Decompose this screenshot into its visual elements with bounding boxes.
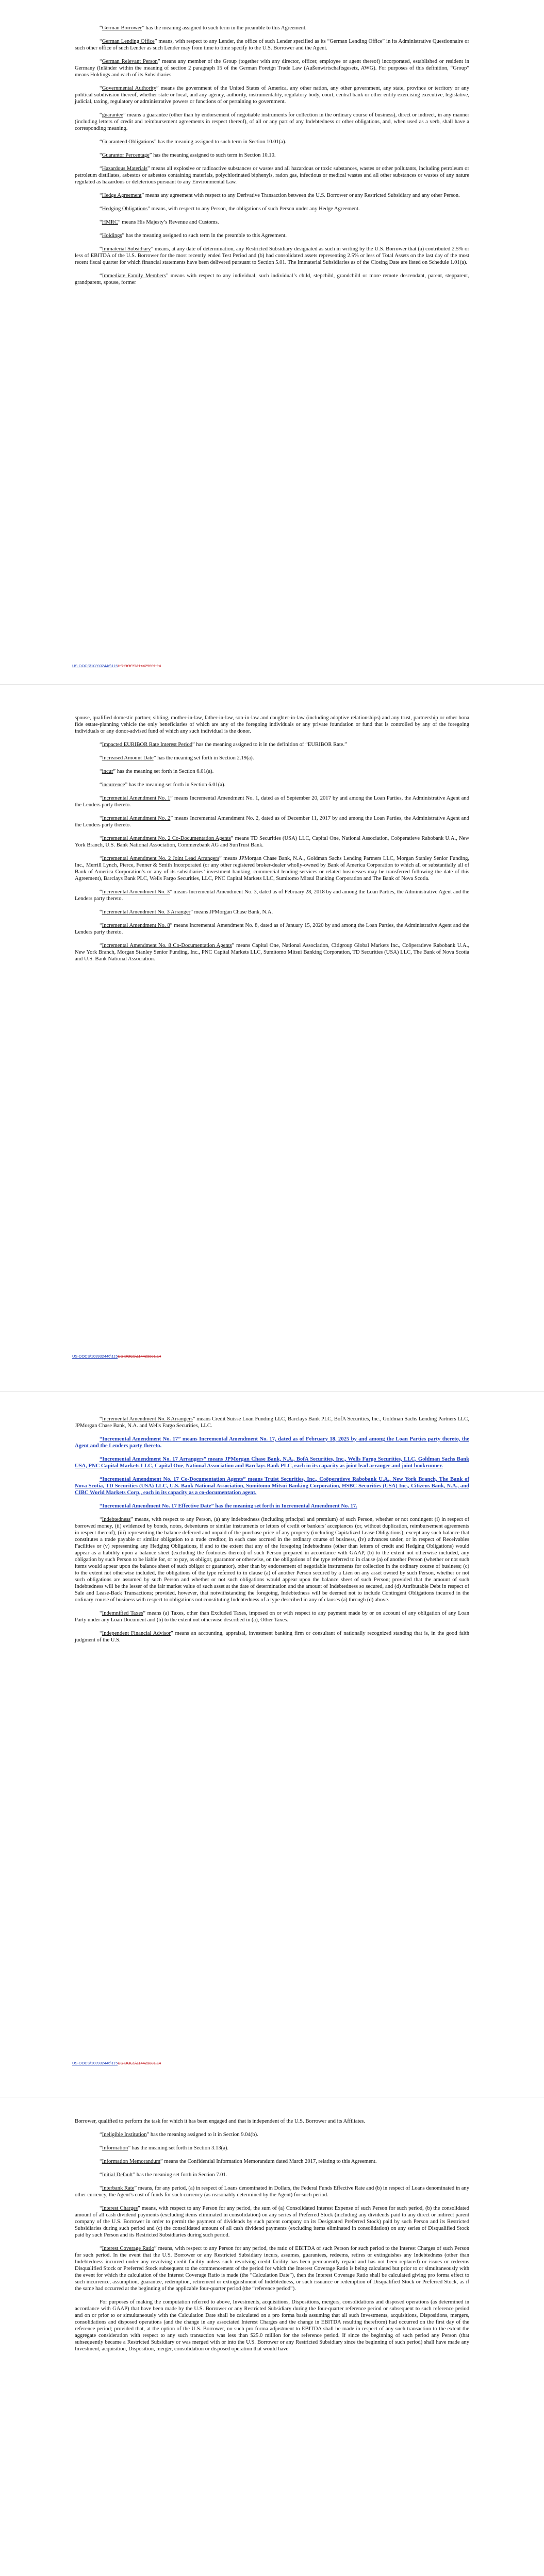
definition-paragraph: “Interest Charges” means, with respect to any Person for any period, the sum of (a) Consolidated Interest Expense of such Person for such period, (b) the consolidated amount of all cash dividend payments (excluding items eliminated in consolidation) on any series of Preferred Stock (including any dividends paid to any direct or indirect parent company of the U.S. Borrower in order to permit the payment of dividends by such parent company on its Designated Preferred Stock) paid by such Person and its Restricted Subsidiaries during such period and (c) the consolidated amount of all cash dividend payments (excluding items eliminated in consolidation) on any series of Disqualified Stock paid by such Person and its Restricted Subsidiaries during such period. <box>75 2206 470 2238</box>
definition-paragraph: “Information” has the meaning set forth in Section 3.13(a). <box>100 2145 229 2151</box>
page-footer-3 <box>72 2061 161 2065</box>
definition-paragraph: “Incremental Amendment No. 2 Joint Lead Arrangers” means JPMorgan Chase Bank, N.A., Goldman Sachs Lending Partners LLC, Morgan Stanley Senior Funding, Inc., Merrill Lynch, Pierce, Fenner & Smith Incorporated (or any other registered broker-dealer wholly-owned by Bank of America Corporation to which all or substantially all of Bank of America Corporation’s or any of its subsidiaries’ investment banking, commercial lending services or related businesses may be transferred following the date of this Agreement), Barclays Bank PLC, Wells Fargo Securities, LLC, PNC Capital Markets LLC, Sumitomo Mitsui Banking Corporation and The Bank of Nova Scotia. <box>75 856 470 882</box>
defined-term: Hazardous Materials <box>102 166 147 172</box>
definition-text: means, with respect to any Person for any period, the sum of (a) Consolidated Interest Expense of such Person for such period, (b) the consolidated amount of all cash dividend payments (excluding items eliminated in consolidation) on any series of Preferred Stock (including any dividends paid to any direct or indirect parent company of the U.S. Borrower in order to permit the payment of dividends by such parent company on its Designated Preferred Stock) paid by such Person and its Restricted Subsidiaries during such period and (c) the consolidated amount of all cash dividend payments (excluding items eliminated in consolidation) on any series of Disqualified Stock paid by such Person and its Restricted Subsidiaries during such period. <box>75 2206 470 2238</box>
definition-paragraph: “HMRC” means His Majesty’s Revenue and Customs. <box>100 219 219 225</box>
definition-text: means JPMorgan Chase Bank, N.A. <box>192 909 273 915</box>
definition-paragraph: “Incremental Amendment No. 2 Co-Documentation Agents” means TD Securities (USA) LLC, Capital One, National Association, Coöperatieve Rabobank U.A., New York Branch, U.S. Bank National Association, Commerzbank AG and SunTrust Bank. <box>75 836 469 848</box>
definition-paragraph: “Incremental Amendment No. 17” means Incremental Amendment No. 17, dated as of February 18, 2025 by and among the Loan Parties party thereto, the Agent and the Lenders party thereto. <box>75 1436 469 1449</box>
defined-term: Increased Amount Date <box>102 755 154 761</box>
definition-paragraph: “German Lending Office” means, with respect to any Lender, the office of such Lender specified as its “German Lending Office” in its Administrative Questionnaire or such other office of such Lender as such Lender may from time to time specify to the U.S. Borrower and the Agent. <box>75 39 469 51</box>
defined-term: Incremental Amendment No. 8 Arrangers <box>102 1416 193 1422</box>
definition-text: For purposes of making the computation referred to above, Investments, acquisitions, Dispositions, mergers, consolidations and disposed operations (as determined in accordance with GAAP) that have been made by the U.S. Borrower or any Restricted Subsidiary during the four-quarter reference period or subsequent to such reference period and on or prior to or simultaneously with the Calculation Date shall be calculated on a pro forma basis assuming that all such Investments, acquisitions, Dispositions, mergers, consolidations and disposed operations (and the change in any associated Interest Charges and the change in EBITDA resulting therefrom) had occurred on the first day of the reference period; provided that, at the option of the U.S. Borrower, no such pro forma adjustment to EBITDA shall be made in respect of any such transaction to the extent the aggregate consideration with respect to any such transaction was less than $25.0 million for the reference period. If since the beginning of such period any Person (that subsequently became a Restricted Subsidiary or was merged with or into the U.S. Borrower or any Restricted Subsidiary since the beginning of such period) shall have made any Investment, acquisition, Disposition, merger, consolidation or disposed operation that would have <box>75 2299 469 2352</box>
definition-text: has the meaning assigned to such term in Section 10.01(a). <box>156 139 287 145</box>
definition-text: means all explosive or radioactive substances or wastes and all hazardous or toxic substances, wastes or other pollutants, including petroleum or petroleum distillates, asbestos or asbestos containing materials, polychlorinated biphenyls, radon gas, infectious or medical wastes and all other substances or wastes of any nature regulated as hazardous or deleterious pursuant to any Environmental Law. <box>75 166 470 185</box>
defined-term: Guarantor Percentage <box>102 152 150 158</box>
definition-paragraph: “Interest Coverage Ratio” means, with respect to any Person for any period, the ratio of EBITDA of such Person for such period to the Interest Charges of such Person for such period. In the event that the U.S. Borrower or any Restricted Subsidiary incurs, assumes, guarantees, redeems, retires or extinguishes any Indebtedness (other than Indebtedness incurred under any revolving credit facility unless such revolving credit facility has been permanently repaid and has not been replaced) or issues or redeems Disqualified Stock or Preferred Stock subsequent to the commencement of the period for which the Interest Coverage Ratio is being calculated but prior to or simultaneously with the event for which the calculation of the Interest Coverage Ratio is made (the “Calculation Date”), then the Interest Coverage Ratio shall be calculated giving pro forma effect to such incurrence, assumption, guarantee, redemption, retirement or extinguishment of Indebtedness, or such issuance or redemption of Disqualified Stock or Preferred Stock, as if the same had occurred at the beginning of the applicable four-quarter period (the “reference period”). <box>75 2246 469 2292</box>
defined-term: Indemnified Taxes <box>102 1611 143 1616</box>
definition-paragraph: “Ineligible Institution” has the meaning assigned to it in Section 9.04(b). <box>100 2132 258 2138</box>
definition-text: means JPMorgan Chase Bank, N.A., BofA Securities, Inc., Wells Fargo Securities, LLC, Goldman Sachs Bank USA, PNC Capital Markets LLC, Capital One, National Association and Barclays Bank PLC, each in its capacity as joint lead arranger and joint bookrunner. <box>75 1456 469 1469</box>
defined-term: Hedge Agreement <box>102 193 142 198</box>
definition-paragraph: “Hedging Obligations” means, with respect to any Person, the obligations of such Person under any Hedge Agreement. <box>100 206 360 212</box>
definition-text: means Truist Securities, Inc., Coöperatieve Rabobank U.A., New York Branch, The Bank of Nova Scotia, TD Securities (USA) LLC, U.S. Bank National Association, Sumitomo Mitsui Banking Corporation, HSBC Securities (USA) Inc., Citizens Bank, N.A., and CIBC World Markets Corp., each in its capacity as a co-documentation agent. <box>75 1477 469 1496</box>
doc-id-new: US-DOCS\114429801.14 <box>118 664 161 668</box>
defined-term: Incremental Amendment No. 3 <box>102 889 170 895</box>
page-footer-1 <box>72 664 161 668</box>
definition-text: means JPMorgan Chase Bank, N.A., Goldman Sachs Lending Partners LLC, Morgan Stanley Senior Funding, Inc., Merrill Lynch, Pierce, Fenner & Smith Incorporated (or any other registered broker-dealer wholly-owned by Bank of America Corporation to which all or substantially all of Bank of America Corporation’s or any of its subsidiaries’ investment banking, commercial lending services or related businesses may be transferred following the date of this Agreement), Barclays Bank PLC, Wells Fargo Securities, LLC, PNC Capital Markets LLC, Sumitomo Mitsui Banking Corporation and The Bank of Nova Scotia. <box>75 856 470 882</box>
definition-text: means His Majesty’s Revenue and Customs. <box>120 219 219 225</box>
definition-text: spouse, qualified domestic partner, sibling, mother-in-law, father-in-law, son-in-law and daughter-in-law (including adoptive relationships) and any trust, partnership or other bona fide estate-planning vehicle the only beneficiaries of which are any of the foregoing individuals or any private foundation or fund that is controlled by any of the foregoing individuals or any donor-advised fund of which any such individual is the donor. <box>75 715 469 734</box>
doc-id-old: US-DOCS\103932446\115 <box>72 2061 118 2065</box>
definition-paragraph: “guarantee” means a guarantee (other than by endorsement of negotiable instruments for collection in the ordinary course of business), direct or indirect, in any manner (including letters of credit and reimbursement agreements in respect thereof), of all or any part of any Indebtedness or other obligations, and, when used as a verb, shall have a corresponding meaning. <box>75 112 469 131</box>
definition-paragraph: “German Borrower” has the meaning assigned to such term in the preamble to this Agreement. <box>100 25 307 31</box>
definition-paragraph: “Immediate Family Members” means with respect to any individual, such individual’s child, stepchild, grandchild or more remote descendant, parent, stepparent, grandparent, spouse, former <box>75 273 469 285</box>
page-1-body <box>0 0 544 286</box>
doc-id-old: US-DOCS\103932446\115 <box>72 1354 118 1359</box>
defined-term: guarantee <box>102 112 123 118</box>
page-divider <box>0 684 544 685</box>
definition-paragraph: “Guarantor Percentage” has the meaning assigned to such term in Section 10.10. <box>100 152 276 158</box>
definition-text: has the meaning assigned to such term in Section 10.10. <box>152 152 276 158</box>
defined-term: Information <box>102 2145 128 2151</box>
defined-term: German Relevant Person <box>102 59 158 64</box>
definition-paragraph: “German Relevant Person” means any member of the Group (together with any director, officer, employee or agent thereof) incorporated, established or resident in Germany (Inländer within the meaning of section 2 paragraph 15 of the German Foreign Trade Law (Außenwirtschaftsgesetz, AWG). For purposes of this definition, “Group” means Holdings and each of its Subsidiaries. <box>75 59 469 78</box>
definition-text: means, with respect to any Person, (a) any indebtedness (including principal and premium) of such Person, whether or not contingent (i) in respect of borrowed money, (ii) evidenced by bonds, notes, debentures or similar instruments or letters of credit or bankers’ acceptances (or, without duplication, reimbursement agreements in respect thereof), (iii) representing the balance deferred and unpaid of the purchase price of any property (including Capitalized Lease Obligations), except any such balance that constitutes a trade payable or similar obligation to a trade creditor, in each case accrued in the ordinary course of business, (iv) advances under, or in respect of Receivables Facilities or (v) representing any Hedging Obligations, if and to the extent that any of the foregoing Indebtedness (other than letters of credit and Hedging Obligations) would appear as a liability upon a balance sheet (excluding the footnotes thereto) of such Person prepared in accordance with GAAP, (b) to the extent not otherwise included, any obligation by such Person to be liable for, or to pay, as obligor, guarantor or otherwise, on the obligations of the type referred to in clause (a) of another Person (whether or not such items would appear upon the balance sheet of such obligor or guarantor), other than by endorsement of negotiable instruments for collection in the ordinary course of business; (c) to the extent not otherwise included, the obligations of the type referred to in clause (a) of another Person secured by a Lien on any asset owned by such Person, whether or not such obligations are assumed by such Person and whether or not such obligations would appear upon the balance sheet of such Person; provided that the amount of such Indebtedness will be the lesser of the fair market value of such asset at the date of determination and the amount of Indebtedness so secured, and (d) Attributable Debt in respect of Sale and Lease-Back Transactions; provided, however, that notwithstanding the foregoing, Indebtedness will be deemed not to include Contingent Obligations incurred in the ordinary course of business with respect to obligations not constituting Indebtedness of a type described in any of clauses (a) through (d) above. <box>75 1517 469 1603</box>
page-divider <box>0 1391 544 1392</box>
definition-paragraph: “Information Memorandum” means the Confidential Information Memorandum dated March 2017, relating to this Agreement. <box>100 2159 377 2164</box>
definition-paragraph: “Incremental Amendment No. 17 Effective Date” has the meaning set forth in Incremental Amendment No. 17. <box>100 1503 357 1509</box>
doc-id-new: US-DOCS\114429801.14 <box>118 2061 161 2065</box>
defined-term: Interbank Rate <box>102 2185 135 2191</box>
defined-term: Governmental Authority <box>102 86 156 91</box>
definition-text: means the government of the United States of America, any other nation, any other government, any state, province or territory or any political subdivision thereof, whether state or local, and any agency, authority, instrumentality, regulatory body, court, central bank or other entity exercising executive, legislative, judicial, taxing, regulatory or administrative powers or functions of or pertaining to government. <box>75 86 469 105</box>
definition-text: has the meaning set forth in Section 3.13(a). <box>130 2145 229 2151</box>
definition-text: has the meaning assigned to it in Section 9.04(b). <box>149 2132 258 2138</box>
defined-term: Incremental Amendment No. 17 <box>102 1436 178 1442</box>
definition-paragraph: “Immaterial Subsidiary” means, at any date of determination, any Restricted Subsidiary designated as such in writing by the U.S. Borrower that (a) contributed 2.5% or less of EBITDA of the U.S. Borrower for the most recently ended Test Period and (b) had consolidated assets representing 2.5% or less of Total Assets on the last day of the most recent fiscal quarter for which financial statements have been delivered pursuant to Section 5.01. The Immaterial Subsidiaries as of the Closing Date are listed on Schedule 1.01(a). <box>75 246 469 265</box>
defined-term: incurrence <box>102 782 125 788</box>
defined-term: Incremental Amendment No. 17 Effective Date <box>102 1503 211 1509</box>
definition-paragraph: “Impacted EURIBOR Rate Interest Period” has the meaning assigned to it in the definition of “EURIBOR Rate.” <box>100 742 347 748</box>
defined-term: Information Memorandum <box>102 2159 160 2164</box>
page-3 <box>0 1406 544 1650</box>
definition-paragraph: “Interbank Rate” means, for any period, (a) in respect of Loans denominated in Dollars, the Federal Funds Effective Rate and (b) in respect of Loans denominated in any other currency, the Agent’s cost of funds for such currency (as reasonably determined by the Agent) for such period. <box>75 2185 469 2198</box>
definition-text: has the meaning assigned to such term in the preamble to this Agreement. <box>144 25 307 31</box>
definition-text: means, with respect to any Person, the obligations of such Person under any Hedge Agreement. <box>150 206 360 212</box>
defined-term: Incremental Amendment No. 3 Arranger <box>102 909 191 915</box>
definition-text: has the meaning set forth in Incremental Amendment No. 17. <box>213 1503 357 1509</box>
definition-text: has the meaning set forth in Section 2.19(a). <box>156 755 254 761</box>
definition-text: means Incremental Amendment No. 8, dated as of January 15, 2020 by and among the Loan Parties, the Administrative Agent and the Lenders party thereto. <box>75 923 469 935</box>
definition-paragraph: “Incremental Amendment No. 17 Arrangers” means JPMorgan Chase Bank, N.A., BofA Securities, Inc., Wells Fargo Securities, LLC, Goldman Sachs Bank USA, PNC Capital Markets LLC, Capital One, National Association and Barclays Bank PLC, each in its capacity as joint lead arranger and joint bookrunner. <box>75 1456 469 1469</box>
definition-text: Borrower, qualified to perform the task for which it has been engaged and that is independent of the U.S. Borrower and its Affiliates. <box>75 2119 366 2124</box>
definition-paragraph: “Incremental Amendment No. 3 Arranger” means JPMorgan Chase Bank, N.A. <box>100 909 273 915</box>
defined-term: Incremental Amendment No. 1 <box>102 795 171 801</box>
definition-text: means, with respect to any Lender, the office of such Lender specified as its “German Lending Office” in its Administrative Questionnaire or such other office of such Lender as such Lender may from time to time specify to the U.S. Borrower and the Agent. <box>75 39 469 51</box>
definition-paragraph <box>0 715 544 735</box>
page-1 <box>0 0 544 293</box>
doc-id-new: US-DOCS\114429801.14 <box>118 1354 161 1359</box>
definition-paragraph: “Hedge Agreement” means any agreement with respect to any Derivative Transaction between the U.S. Borrower or any Restricted Subsidiary and any other Person. <box>100 193 460 198</box>
definition-text: has the meaning assigned to such term in the preamble to this Agreement. <box>124 233 287 239</box>
definition-text: has the meaning set forth in Section 6.01(a). <box>116 769 214 774</box>
definition-paragraph: “incurrence” has the meaning set forth in Section 6.01(a). <box>100 782 226 788</box>
definition-text: means, with respect to any Person for any period, the ratio of EBITDA of such Person for such period to the Interest Charges of such Person for such period. In the event that the U.S. Borrower or any Restricted Subsidiary incurs, assumes, guarantees, redeems, retires or extinguishes any Indebtedness (other than Indebtedness incurred under any revolving credit facility unless such revolving credit facility has been permanently repaid and has not been replaced) or issues or redeems Disqualified Stock or Preferred Stock subsequent to the commencement of the period for which the Interest Coverage Ratio is being calculated but prior to or simultaneously with the event for which the calculation of the Interest Coverage Ratio is made (the “Calculation Date”), then the Interest Coverage Ratio shall be calculated giving pro forma effect to such incurrence, assumption, guarantee, redemption, retirement or extinguishment of Indebtedness, or such issuance or redemption of Disqualified Stock or Preferred Stock, as if the same had occurred at the beginning of the applicable four-quarter period (the “reference period”). <box>75 2246 469 2292</box>
defined-term: Incremental Amendment No. 2 Co-Documentation Agents <box>102 836 231 841</box>
definition-paragraph <box>0 2118 544 2125</box>
defined-term: Incremental Amendment No. 8 <box>102 923 170 928</box>
definition-paragraph <box>0 2299 544 2352</box>
definition-paragraph: “Incremental Amendment No. 1” means Incremental Amendment No. 1, dated as of September 20, 2017 by and among the Loan Parties, the Administrative Agent and the Lenders party thereto. <box>75 795 469 808</box>
definition-text: means (a) Taxes, other than Excluded Taxes, imposed on or with respect to any payment made by or on account of any obligation of any Loan Party under any Loan Document and (b) to the extent not otherwise described in (a), Other Taxes. <box>75 1611 469 1623</box>
definition-text: means any member of the Group (together with any director, officer, employee or agent thereof) incorporated, established or resident in Germany (Inländer within the meaning of section 2 paragraph 15 of the German Foreign Trade Law (Außenwirtschaftsgesetz, AWG). For purposes of this definition, “Group” means Holdings and each of its Subsidiaries. <box>75 59 469 78</box>
definition-text: means the Confidential Information Memorandum dated March 2017, relating to this Agreement. <box>162 2159 377 2164</box>
definition-paragraph: “Guaranteed Obligations” has the meaning assigned to such term in Section 10.01(a). <box>100 139 287 145</box>
definition-text: means Credit Suisse Loan Funding LLC, Barclays Bank PLC, BofA Securities, Inc., Goldman Sachs Lending Partners LLC, JPMorgan Chase Bank, N.A. and Wells Fargo Securities, LLC. <box>75 1416 469 1429</box>
page-2-body <box>0 703 544 962</box>
definition-text: means with respect to any individual, such individual’s child, stepchild, grandchild or more remote descendant, parent, stepparent, grandparent, spouse, former <box>75 273 469 285</box>
definition-text: means Incremental Amendment No. 17, dated as of February 18, 2025 by and among the Loan Parties party thereto, the Agent and the Lenders party thereto. <box>75 1436 469 1449</box>
defined-term: HMRC <box>102 219 118 225</box>
defined-term: Interest Charges <box>102 2206 138 2211</box>
definition-text: means Incremental Amendment No. 2, dated as of December 11, 2017 by and among the Loan Parties, the Administrative Agent and the Lenders party thereto. <box>75 816 469 828</box>
definition-paragraph: “Incremental Amendment No. 17 Co-Documentation Agents” means Truist Securities, Inc., Coöperatieve Rabobank U.A., New York Branch, The Bank of Nova Scotia, TD Securities (USA) LLC, U.S. Bank National Association, Sumitomo Mitsui Banking Corporation, HSBC Securities (USA) Inc., Citizens Bank, N.A., and CIBC World Markets Corp., each in its capacity as a co-documentation agent. <box>75 1477 469 1496</box>
definition-text: has the meaning set forth in Section 7.01. <box>135 2172 227 2178</box>
defined-term: Immediate Family Members <box>102 273 166 279</box>
doc-id-old: US-DOCS\103932446\115 <box>72 664 118 668</box>
definition-paragraph: “Indebtedness” means, with respect to any Person, (a) any indebtedness (including principal and premium) of such Person, whether or not contingent (i) in respect of borrowed money, (ii) evidenced by bonds, notes, debentures or similar instruments or letters of credit or bankers’ acceptances (or, without duplication, reimbursement agreements in respect thereof), (iii) representing the balance deferred and unpaid of the purchase price of any property (including Capitalized Lease Obligations), except any such balance that constitutes a trade payable or similar obligation to a trade creditor, in each case accrued in the ordinary course of business, (iv) advances under, or in respect of Receivables Facilities or (v) representing any Hedging Obligations, if and to the extent that any of the foregoing Indebtedness (other than letters of credit and Hedging Obligations) would appear as a liability upon a balance sheet (excluding the footnotes thereto) of such Person prepared in accordance with GAAP, (b) to the extent not otherwise included, any obligation by such Person to be liable for, or to pay, as obligor, guarantor or otherwise, on the obligations of the type referred to in clause (a) of another Person (whether or not such items would appear upon the balance sheet of such obligor or guarantor), other than by endorsement of negotiable instruments for collection in the ordinary course of business; (c) to the extent not otherwise included, the obligations of the type referred to in clause (a) of another Person secured by a Lien on any asset owned by such Person, whether or not such obligations are assumed by such Person and whether or not such obligations would appear upon the balance sheet of such Person; provided that the amount of such Indebtedness will be the lesser of the fair market value of such asset at the date of determination and the amount of Indebtedness so secured, and (d) Attributable Debt in respect of Sale and Lease-Back Transactions; provided, however, that notwithstanding the foregoing, Indebtedness will be deemed not to include Contingent Obligations incurred in the ordinary course of business with respect to obligations not constituting Indebtedness of a type described in any of clauses (a) through (d) above. <box>75 1517 469 1603</box>
defined-term: German Lending Office <box>102 39 155 44</box>
definition-paragraph: “Increased Amount Date” has the meaning set forth in Section 2.19(a). <box>100 755 254 761</box>
defined-term: Independent Financial Advisor <box>102 1631 171 1636</box>
definition-text: means, at any date of determination, any Restricted Subsidiary designated as such in writing by the U.S. Borrower that (a) contributed 2.5% or less of EBITDA of the U.S. Borrower for the most recently ended Test Period and (b) had consolidated assets representing 2.5% or less of Total Assets on the last day of the most recent fiscal quarter for which financial statements have been delivered pursuant to Section 5.01. The Immaterial Subsidiaries as of the Closing Date are listed on Schedule 1.01(a). <box>75 246 469 265</box>
definition-text: means an accounting, appraisal, investment banking firm or consultant of nationally recognized standing that is, in the good faith judgment of the U.S. <box>75 1631 469 1643</box>
defined-term: Interest Coverage Ratio <box>102 2246 155 2251</box>
defined-term: Incremental Amendment No. 17 Co-Documentation Agents <box>102 1477 243 1482</box>
definition-text: means any agreement with respect to any Derivative Transaction between the U.S. Borrower or any Restricted Subsidiary and any other Person. <box>144 193 460 198</box>
defined-term: Holdings <box>102 233 122 239</box>
definition-text: means Incremental Amendment No. 1, dated as of September 20, 2017 by and among the Loan Parties, the Administrative Agent and the Lenders party thereto. <box>75 795 469 808</box>
definition-paragraph: “Hazardous Materials” means all explosive or radioactive substances or wastes and all hazardous or toxic substances, wastes or other pollutants, including petroleum or petroleum distillates, asbestos or asbestos containing materials, polychlorinated biphenyls, radon gas, infectious or medical wastes and all other substances or wastes of any nature regulated as hazardous or deleterious pursuant to any Environmental Law. <box>75 166 470 185</box>
definition-paragraph: “incur” has the meaning set forth in Section 6.01(a). <box>100 769 214 774</box>
defined-term: Incremental Amendment No. 8 Co-Documentation Agents <box>102 943 232 948</box>
definition-text: means a guarantee (other than by endorsement of negotiable instruments for collection in the ordinary course of business), direct or indirect, in any manner (including letters of credit and reimbursement agreements in respect thereof), of all or any part of any Indebtedness or other obligations, and, when used as a verb, shall have a corresponding meaning. <box>75 112 469 131</box>
definition-paragraph: “Incremental Amendment No. 2” means Incremental Amendment No. 2, dated as of December 11, 2017 by and among the Loan Parties, the Administrative Agent and the Lenders party thereto. <box>75 816 469 828</box>
defined-term: incur <box>102 769 113 774</box>
definition-text: means Capital One, National Association, Citigroup Global Markets Inc., Coöperatieve Rabobank U.A., New York Branch, Morgan Stanley Senior Funding, Inc., PNC Capital Markets LLC, Sumitomo Mitsui Banking Corporation, TD Securities (USA) LLC, The Bank of Nova Scotia and U.S. Bank National Association. <box>75 943 469 962</box>
definition-paragraph: “Incremental Amendment No. 8 Co-Documentation Agents” means Capital One, National Association, Citigroup Global Markets Inc., Coöperatieve Rabobank U.A., New York Branch, Morgan Stanley Senior Funding, Inc., PNC Capital Markets LLC, Sumitomo Mitsui Banking Corporation, TD Securities (USA) LLC, The Bank of Nova Scotia and U.S. Bank National Association. <box>75 943 469 962</box>
defined-term: Immaterial Subsidiary <box>102 246 151 252</box>
page-footer-2 <box>72 1354 161 1359</box>
defined-term: Guaranteed Obligations <box>102 139 154 145</box>
defined-term: Hedging Obligations <box>102 206 148 212</box>
defined-term: Impacted EURIBOR Rate Interest Period <box>102 742 193 748</box>
definition-text: has the meaning assigned to it in the definition of “EURIBOR Rate.” <box>194 742 347 748</box>
definition-paragraph: “Indemnified Taxes” means (a) Taxes, other than Excluded Taxes, imposed on or with respect to any payment made by or on account of any obligation of any Loan Party under any Loan Document and (b) to the extent not otherwise described in (a), Other Taxes. <box>75 1611 469 1623</box>
page-2 <box>0 703 544 969</box>
definition-paragraph: “Incremental Amendment No. 8 Arrangers” means Credit Suisse Loan Funding LLC, Barclays Bank PLC, BofA Securities, Inc., Goldman Sachs Lending Partners LLC, JPMorgan Chase Bank, N.A. and Wells Fargo Securities, LLC. <box>75 1416 469 1429</box>
definition-paragraph: “Initial Default” has the meaning set forth in Section 7.01. <box>100 2172 227 2178</box>
defined-term: Indebtedness <box>102 1517 131 1522</box>
page-3-body <box>0 1406 544 1643</box>
page-4 <box>0 2110 544 2359</box>
definition-paragraph: “Holdings” has the meaning assigned to such term in the preamble to this Agreement. <box>100 233 287 239</box>
definition-paragraph: “Incremental Amendment No. 3” means Incremental Amendment No. 3, dated as of February 28, 2018 by and among the Loan Parties, the Administrative Agent and the Lenders party thereto. <box>75 889 469 902</box>
definition-paragraph: “Incremental Amendment No. 8” means Incremental Amendment No. 8, dated as of January 15, 2020 by and among the Loan Parties, the Administrative Agent and the Lenders party thereto. <box>75 923 469 935</box>
definition-text: means Incremental Amendment No. 3, dated as of February 28, 2018 by and among the Loan Parties, the Administrative Agent and the Lenders party thereto. <box>75 889 469 902</box>
defined-term: Incremental Amendment No. 17 Arrangers <box>102 1456 204 1462</box>
definition-text: means, for any period, (a) in respect of Loans denominated in Dollars, the Federal Funds Effective Rate and (b) in respect of Loans denominated in any other currency, the Agent’s cost of funds for such currency (as reasonably determined by the Agent) for such period. <box>75 2185 469 2198</box>
definition-text: means TD Securities (USA) LLC, Capital One, National Association, Coöperatieve Rabobank U.A., New York Branch, U.S. Bank National Association, Commerzbank AG and SunTrust Bank. <box>75 836 469 848</box>
page-4-body <box>0 2110 544 2352</box>
defined-term: Incremental Amendment No. 2 <box>102 816 171 821</box>
defined-term: Ineligible Institution <box>102 2132 147 2138</box>
definition-text: has the meaning set forth in Section 6.01(a). <box>127 782 226 788</box>
definition-paragraph: “Governmental Authority” means the government of the United States of America, any other nation, any other government, any state, province or territory or any political subdivision thereof, whether state or local, and any agency, authority, instrumentality, regulatory body, court, central bank or other entity exercising executive, legislative, judicial, taxing, regulatory or administrative powers or functions of or pertaining to government. <box>75 86 469 105</box>
defined-term: Initial Default <box>102 2172 133 2178</box>
defined-term: Incremental Amendment No. 2 Joint Lead Arrangers <box>102 856 220 861</box>
definition-paragraph: “Independent Financial Advisor” means an accounting, appraisal, investment banking firm or consultant of nationally recognized standing that is, in the good faith judgment of the U.S. <box>75 1631 469 1643</box>
defined-term: German Borrower <box>102 25 142 31</box>
